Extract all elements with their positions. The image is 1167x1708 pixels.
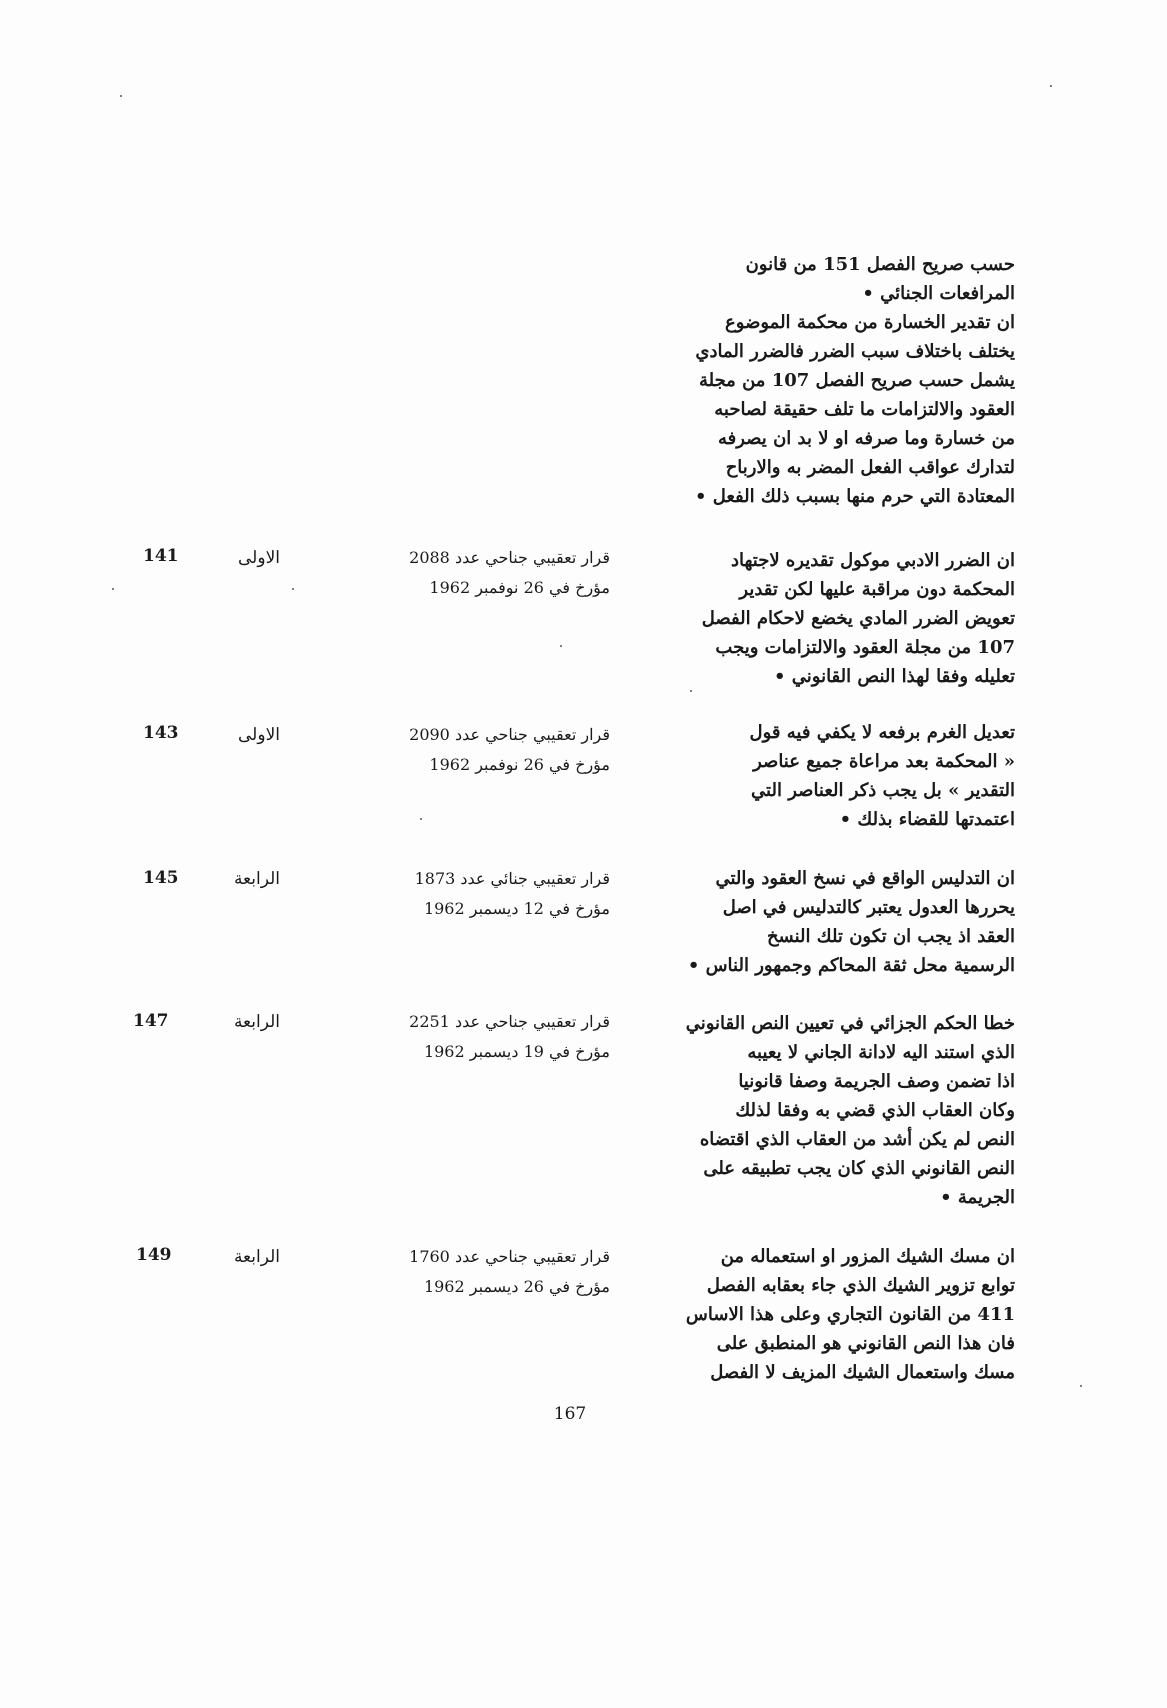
entry-reference: قرار تعقيبي جنائي عدد 1873 مؤرخ في 12 ديسمبر 1962 <box>414 869 610 918</box>
entry-reference: قرار تعقيبي جناحي عدد 1760 مؤرخ في 26 ديسمبر 1962 <box>409 1247 610 1296</box>
entry-page-ref: 143 <box>143 723 179 743</box>
scan-speck <box>292 588 294 590</box>
entry-chamber: الرابعة <box>233 869 280 889</box>
entry-summary: خطا الحكم الجزائي في تعيين النص القانوني الذي استند اليه لادانة الجاني لا يعيبه اذا تضمن وصف الجريمة وصفا قانونيا وكان العقاب الذي قضي به وفقا لذلك النص لم يكن أشد من العقاب الذي اقتضاه النص القانوني الذي كان يجب تطبيقه على الجريمة • <box>685 1013 1015 1208</box>
scan-speck <box>420 818 422 820</box>
entry-page-ref: 147 <box>133 1011 169 1031</box>
scan-speck <box>690 690 692 692</box>
entry-page-ref: 141 <box>143 546 179 566</box>
entry-page-ref: 149 <box>136 1245 172 1265</box>
scan-speck <box>120 95 122 97</box>
entry-page-ref: 145 <box>143 868 179 888</box>
entry-reference: قرار تعقيبي جناحي عدد 2088 مؤرخ في 26 نوفمبر 1962 <box>409 548 610 597</box>
entry-summary: ان التدليس الواقع في نسخ العقود والتي يحررها العدول يعتبر كالتدليس في اصل العقد اذ يجب ان تكون تلك النسخ الرسمية محل ثقة المحاكم وجمهور الناس • <box>687 868 1015 976</box>
entry-chamber: الاولى <box>238 548 280 568</box>
entry-summary: تعديل الغرم برفعه لا يكفي فيه قول « المحكمة بعد مراعاة جميع عناصر التقدير » بل يجب ذكر العناصر التي اعتمدتها للقضاء بذلك • <box>749 722 1015 830</box>
entry-chamber: الاولى <box>238 725 280 745</box>
entry-summary: ان مسك الشيك المزور او استعماله من توابع تزوير الشيك الذي جاء بعقابه الفصل 411 من القانون التجاري وعلى هذا الاساس فان هذا النص القانوني هو المنطبق على مسك واستعمال الشيك المزيف لا الفصل <box>685 1246 1015 1383</box>
scan-speck <box>560 645 562 647</box>
scan-speck <box>1050 85 1052 87</box>
entry-reference: قرار تعقيبي جناحي عدد 2090 مؤرخ في 26 نوفمبر 1962 <box>409 725 610 774</box>
scan-speck <box>1080 1385 1082 1387</box>
page-number: 167 <box>553 1404 587 1424</box>
entry-chamber: الرابعة <box>233 1247 280 1267</box>
intro-paragraph: حسب صريح الفصل 151 من قانون المرافعات الجنائي • ان تقدير الخسارة من محكمة الموضوع يختلف باختلاف سبب الضرر فالضرر المادي يشمل حسب صريح الفصل 107 من مجلة العقود والالتزامات ما تلف حقيقة لصاحبه من خسارة وما صرفه او لا بد ان يصرفه لتدارك عواقب الفعل المضر به والارباح المعتادة التي حرم منها بسبب ذلك الفعل • <box>694 254 1015 507</box>
scan-speck <box>112 588 114 590</box>
entry-chamber: الرابعة <box>233 1012 280 1032</box>
entry-summary: ان الضرر الادبي موكول تقديره لاجتهاد المحكمة دون مراقبة عليها لكن تقدير تعويض الضرر المادي يخضع لاحكام الفصل 107 من مجلة العقود والالتزامات ويجب تعليله وفقا لهذا النص القانوني • <box>701 550 1015 687</box>
entry-reference: قرار تعقيبي جناحي عدد 2251 مؤرخ في 19 ديسمبر 1962 <box>409 1012 610 1061</box>
